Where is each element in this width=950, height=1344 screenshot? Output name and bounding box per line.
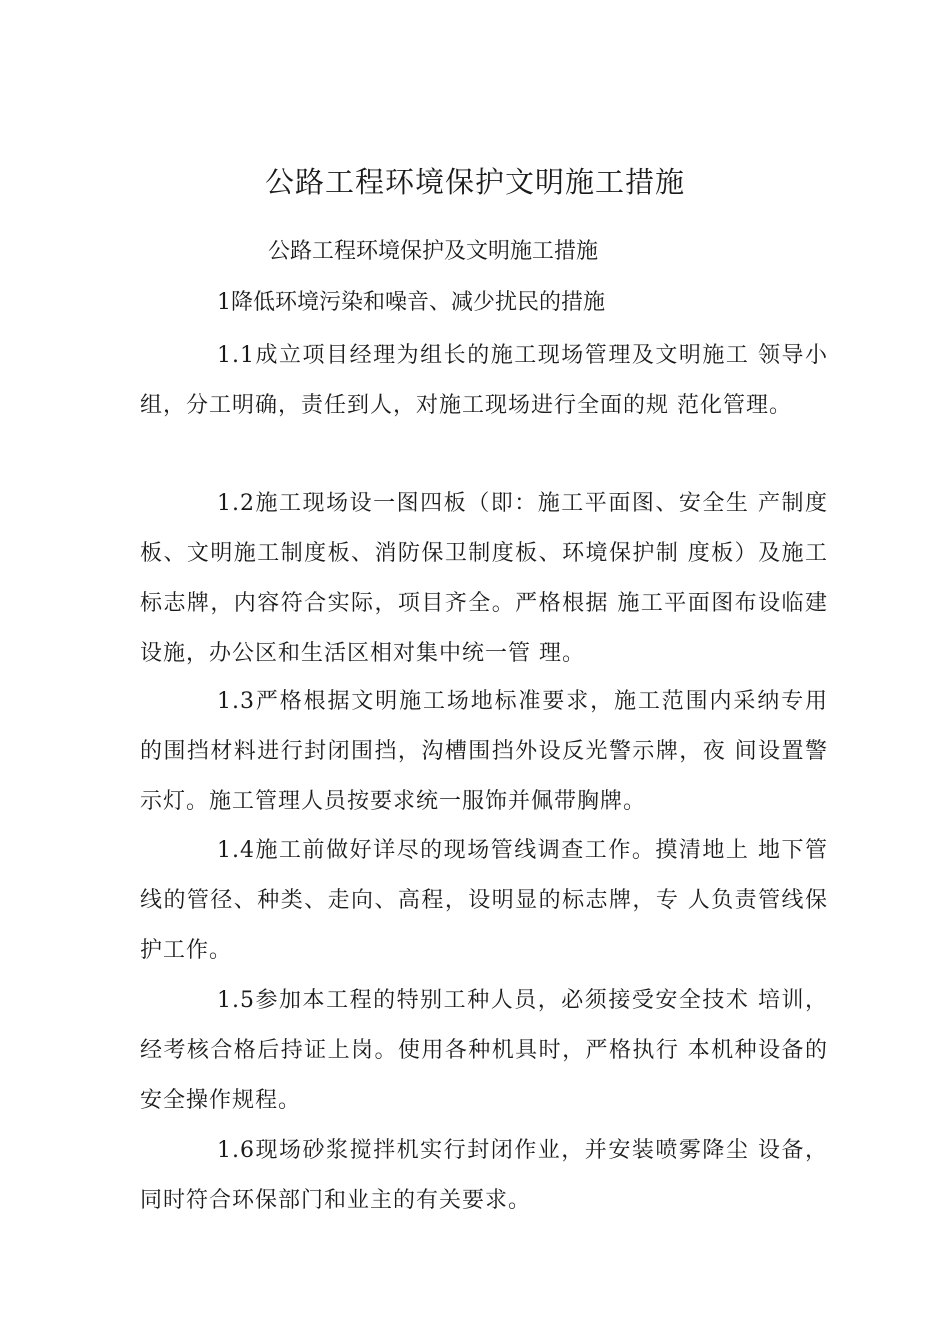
paragraph-1-2: 1.2施工现场设一图四板（即：施工平面图、安全生 产制度板、文明施工制度板、消防保卫制度板、环境保护制 度板）及施工标志牌，内容符合实际，项目齐全。严格根据 施工平面图布设临建设施，办公区和生活区相对集中统一管 理。 <box>140 491 828 666</box>
document-subtitle: 公路工程环境保护及文明施工措施 <box>268 239 599 264</box>
document-title: 公路工程环境保护文明施工措施 <box>264 165 685 199</box>
paragraph-1-3: 1.3严格根据文明施工场地标准要求，施工范围内采纳专用的围挡材料进行封闭围挡，沟槽围挡外设反光警示牌，夜 间设置警示灯。施工管理人员按要求统一服饰并佩带胸牌。 <box>140 689 828 814</box>
paragraph-1-5: 1.5参加本工程的特别工种人员，必须接受安全技术 培训，经考核合格后持证上岗。使用各种机具时，严格执行 本机种设备的安全操作规程。 <box>140 988 828 1113</box>
paragraph-1-1: 1.1成立项目经理为组长的施工现场管理及文明施工 领导小组，分工明确，责任到人，对施工现场进行全面的规 范化管理。 <box>140 343 828 418</box>
paragraph-1-4: 1.4施工前做好详尽的现场管线调查工作。摸清地上 地下管线的管径、种类、走向、高程，设明显的标志牌，专 人负责管线保护工作。 <box>140 838 828 963</box>
section-heading: 1降低环境污染和噪音、减少扰民的措施 <box>217 290 605 315</box>
paragraph-1-6: 1.6现场砂浆搅拌机实行封闭作业，并安装喷雾降尘 设备，同时符合环保部门和业主的有关要求。 <box>140 1138 828 1213</box>
